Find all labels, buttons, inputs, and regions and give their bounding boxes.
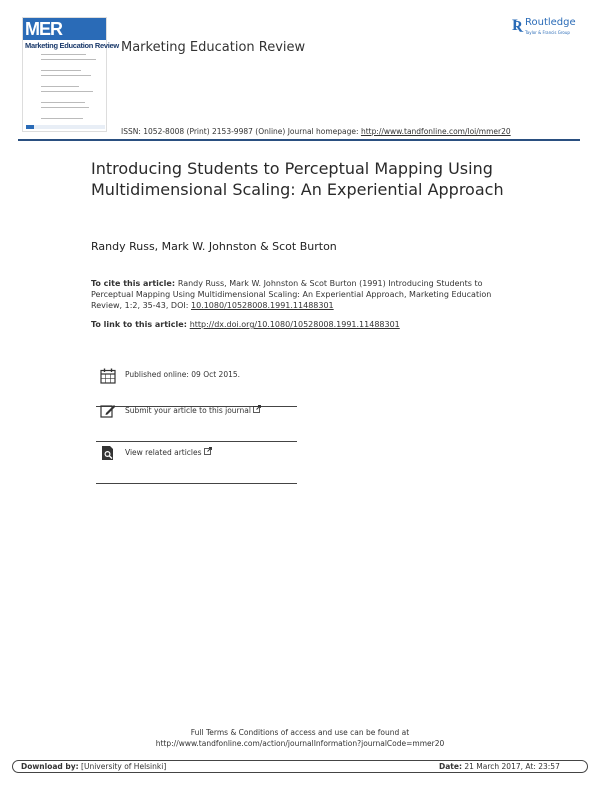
- date-value: 21 March 2017, At: 23:57: [461, 762, 560, 771]
- publisher-tagline: Taylor & Francis Group: [525, 30, 570, 35]
- cover-text-line: [41, 59, 96, 60]
- terms-line: Full Terms & Conditions of access and use can be found at: [190, 728, 410, 737]
- cover-text-line: [41, 70, 81, 71]
- date-label: Date:: [439, 762, 462, 771]
- journal-cover: [22, 17, 119, 132]
- cover-subtitle: Marketing Education Review: [25, 41, 119, 50]
- downloaded-by-label: Download by:: [21, 762, 79, 771]
- routledge-r-icon: Ʀ: [512, 17, 522, 34]
- download-info-bar: [12, 760, 588, 773]
- downloaded-by-value: [University of Helsinki]: [78, 762, 167, 771]
- submit-article-link[interactable]: [125, 405, 261, 415]
- related-articles-link[interactable]: [125, 447, 212, 457]
- row-divider: [96, 483, 297, 484]
- article-doi-url[interactable]: http://dx.doi.org/10.1080/10528008.1991.11488301: [189, 320, 400, 329]
- article-title: Introducing Students to Perceptual Mapping Using Multidimensional Scaling: An Experiential Approach: [91, 159, 504, 199]
- cover-footer-bar: [26, 125, 105, 129]
- journal-homepage-link[interactable]: http://www.tandfonline.com/loi/mmer20: [360, 127, 511, 136]
- external-link-icon: [204, 447, 212, 455]
- search-document-icon: [100, 445, 116, 461]
- doi-link[interactable]: 10.1080/10528008.1991.11488301: [190, 301, 334, 310]
- published-online-text: Published online: 09 Oct 2015.: [125, 370, 241, 379]
- cover-text-line: [41, 75, 91, 76]
- related-articles-row[interactable]: [96, 441, 297, 484]
- cite-text: Randy Russ, Mark W. Johnston & Scot Burton (1991) Introducing Students to Perceptual Mapping Using Multidimensional Scaling: An Experiential Approach, Marketing Education Review, 1:2, 35-43, DOI:: [91, 279, 492, 310]
- submit-article-text: Submit your article to this journal: [125, 406, 251, 415]
- cover-text-line: [41, 86, 79, 87]
- link-label: To link to this article:: [91, 320, 190, 329]
- submit-article-row[interactable]: [96, 399, 297, 442]
- cover-logo: MER: [23, 18, 106, 40]
- cover-text-line: [41, 54, 86, 55]
- publisher-name: Routledge: [525, 17, 576, 28]
- terms-notice: [0, 727, 600, 749]
- issn-line: [121, 127, 511, 136]
- download-date: [439, 762, 560, 771]
- cover-text-line: [41, 107, 89, 108]
- terms-url[interactable]: http://www.tandfonline.com/action/journalInformation?journalCode=mmer20: [155, 739, 445, 748]
- calendar-icon: [100, 368, 116, 384]
- article-link-line: [91, 320, 400, 329]
- cover-text-line: [41, 118, 83, 119]
- article-authors: Randy Russ, Mark W. Johnston & Scot Burton: [91, 240, 337, 253]
- cover-text-line: [41, 91, 93, 92]
- edit-icon: [100, 403, 116, 419]
- header-divider: [18, 139, 580, 141]
- journal-name: Marketing Education Review: [121, 40, 306, 55]
- issn-text: ISSN: 1052-8008 (Print) 2153-9987 (Online) Journal homepage:: [121, 127, 361, 136]
- downloaded-by: [21, 762, 166, 771]
- cite-label: To cite this article:: [91, 279, 178, 288]
- cover-text-line: [41, 102, 85, 103]
- related-articles-text: View related articles: [125, 448, 202, 457]
- citation: [91, 278, 511, 311]
- external-link-icon: [253, 405, 261, 413]
